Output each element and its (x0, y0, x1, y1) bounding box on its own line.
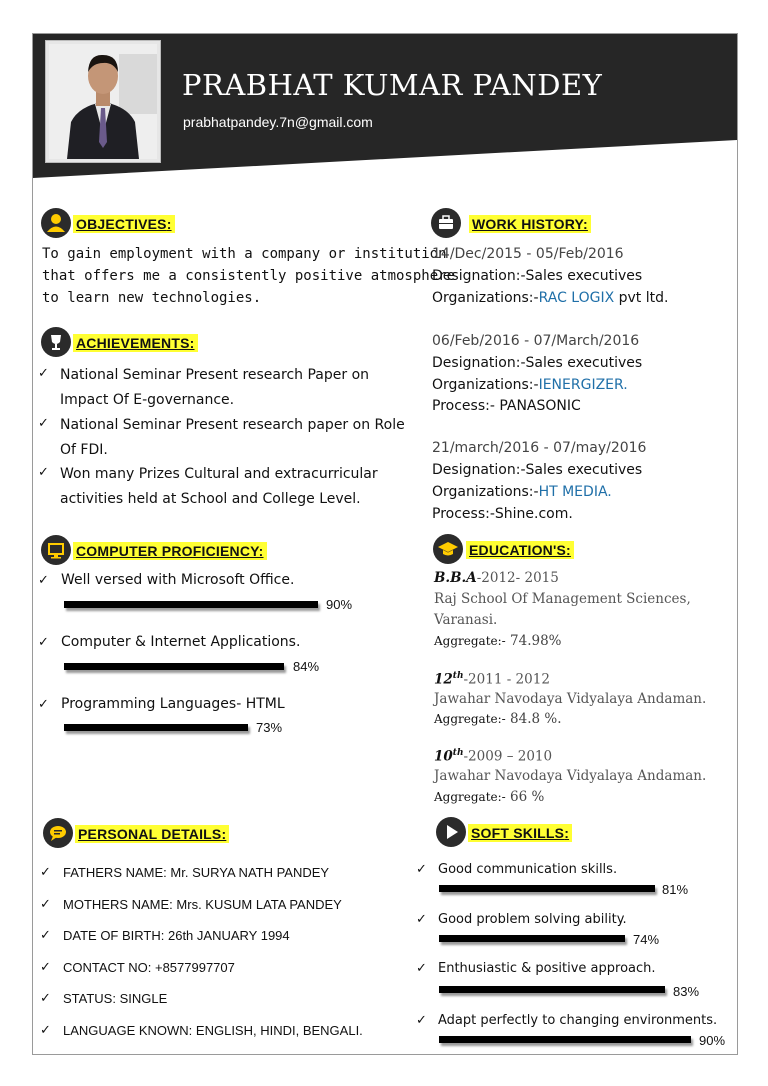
profile-photo (46, 41, 160, 162)
soft-skill-3-label: Enthusiastic & positive approach. (438, 961, 656, 976)
achievement-3-line-2: activities held at School and College Level. (60, 491, 361, 507)
edu-1-school-city: Varanasi. (434, 612, 498, 628)
soft-skill-1-bar (439, 885, 655, 892)
computer-skill-1-label: Well versed with Microsoft Office. (61, 572, 295, 588)
job-2-process: Process:- PANASONIC (432, 398, 581, 414)
check-icon: ✓ (38, 635, 49, 650)
edu-3-aggregate: Aggregate:- 66 % (434, 789, 545, 805)
edu-2-heading: 12th-2011 - 2012 (434, 671, 550, 688)
edu-1-aggregate: Aggregate:- 74.98% (434, 633, 562, 649)
check-icon: ✓ (38, 697, 49, 712)
edu-1-heading: B.B.A-2012- 2015 (434, 570, 559, 586)
achievement-3-line-1: Won many Prizes Cultural and extracurricular (60, 466, 378, 482)
achievements-title: ACHIEVEMENTS: (73, 334, 198, 352)
soft-skill-2-bar (439, 935, 625, 942)
play-icon (436, 817, 466, 847)
personal-status: STATUS: SINGLE (63, 991, 168, 1006)
education-title: EDUCATION'S: (466, 541, 574, 559)
personal-details-title: PERSONAL DETAILS: (75, 825, 229, 843)
check-icon: ✓ (40, 897, 51, 912)
job-1-dates: 14/Dec/2015 - 05/Feb/2016 (432, 246, 624, 262)
computer-skill-2-label: Computer & Internet Applications. (61, 634, 301, 650)
objectives-line-3: to learn new technologies. (42, 290, 262, 306)
computer-proficiency-title: COMPUTER PROFICIENCY: (73, 542, 267, 560)
achievement-2-line-2: Of FDI. (60, 442, 108, 458)
objectives-line-2: that offers me a consistently positive atmosphere (42, 268, 456, 284)
computer-skill-2-percent: 84% (293, 659, 320, 674)
job-1-designation: Designation:-Sales executives (432, 268, 643, 284)
soft-skill-2-percent: 74% (633, 932, 660, 947)
soft-skill-4-percent: 90% (699, 1033, 726, 1048)
achievement-1-line-2: Impact Of E-governance. (60, 392, 235, 408)
personal-fathers-name: FATHERS NAME: Mr. SURYA NATH PANDEY (63, 865, 330, 880)
graduation-cap-icon (433, 534, 463, 564)
person-icon (41, 208, 71, 238)
edu-3-heading: 10th-2009 – 2010 (434, 748, 553, 765)
chat-icon (43, 818, 73, 848)
soft-skill-3-bar (439, 986, 665, 993)
candidate-name: PRABHAT KUMAR PANDEY (182, 68, 603, 102)
job-3-designation: Designation:-Sales executives (432, 462, 643, 478)
soft-skill-4-label: Adapt perfectly to changing environments. (438, 1013, 718, 1028)
check-icon: ✓ (38, 465, 49, 480)
check-icon: ✓ (40, 960, 51, 975)
edu-1-school: Raj School Of Management Sciences, (434, 591, 691, 607)
soft-skill-1-label: Good communication skills. (438, 862, 618, 877)
work-history-title: WORK HISTORY: (469, 215, 591, 233)
check-icon: ✓ (38, 416, 49, 431)
personal-languages: LANGUAGE KNOWN: ENGLISH, HINDI, BENGALI. (63, 1023, 363, 1038)
job-2-organization: Organizations:-IENERGIZER. (432, 377, 628, 393)
job-3-process: Process:-Shine.com. (432, 506, 573, 522)
soft-skill-4-bar (439, 1036, 691, 1043)
check-icon: ✓ (40, 1023, 51, 1038)
monitor-icon (41, 535, 71, 565)
check-icon: ✓ (40, 928, 51, 943)
soft-skills-title: SOFT SKILLS: (468, 824, 572, 842)
check-icon: ✓ (416, 862, 427, 877)
job-2-designation: Designation:-Sales executives (432, 355, 643, 371)
job-3-dates: 21/march/2016 - 07/may/2016 (432, 440, 647, 456)
edu-3-school: Jawahar Navodaya Vidyalaya Andaman. (434, 768, 707, 784)
briefcase-icon (431, 208, 461, 238)
check-icon: ✓ (38, 366, 49, 381)
trophy-icon (41, 327, 71, 357)
email-address[interactable]: prabhatpandey.7n@gmail.com (183, 114, 373, 130)
objectives-title: OBJECTIVES: (73, 215, 175, 233)
check-icon: ✓ (40, 865, 51, 880)
personal-contact-no: CONTACT NO: +8577997707 (63, 960, 235, 975)
check-icon: ✓ (38, 573, 49, 588)
job-3-organization: Organizations:-HT MEDIA. (432, 484, 612, 500)
personal-mothers-name: MOTHERS NAME: Mrs. KUSUM LATA PANDEY (63, 897, 342, 912)
personal-date-of-birth: DATE OF BIRTH: 26th JANUARY 1994 (63, 928, 290, 943)
check-icon: ✓ (416, 1013, 427, 1028)
check-icon: ✓ (416, 961, 427, 976)
objectives-line-1: To gain employment with a company or institution (42, 246, 447, 262)
job-1-organization: Organizations:-RAC LOGIX pvt ltd. (432, 290, 669, 306)
check-icon: ✓ (40, 991, 51, 1006)
achievement-1-line-1: National Seminar Present research Paper on (60, 367, 370, 383)
edu-2-aggregate: Aggregate:- 84.8 %. (434, 711, 562, 727)
computer-skill-1-percent: 90% (326, 597, 353, 612)
edu-2-school: Jawahar Navodaya Vidyalaya Andaman. (434, 691, 707, 707)
achievement-2-line-1: National Seminar Present research paper on Role (60, 417, 405, 433)
check-icon: ✓ (416, 912, 427, 927)
computer-skill-3-bar (64, 724, 248, 731)
computer-skill-2-bar (64, 663, 284, 670)
computer-skill-3-label: Programming Languages- HTML (61, 696, 285, 712)
computer-skill-1-bar (64, 601, 318, 608)
soft-skill-2-label: Good problem solving ability. (438, 912, 627, 927)
computer-skill-3-percent: 73% (256, 720, 283, 735)
soft-skill-3-percent: 83% (673, 984, 700, 999)
soft-skill-1-percent: 81% (662, 882, 689, 897)
job-2-dates: 06/Feb/2016 - 07/March/2016 (432, 333, 640, 349)
